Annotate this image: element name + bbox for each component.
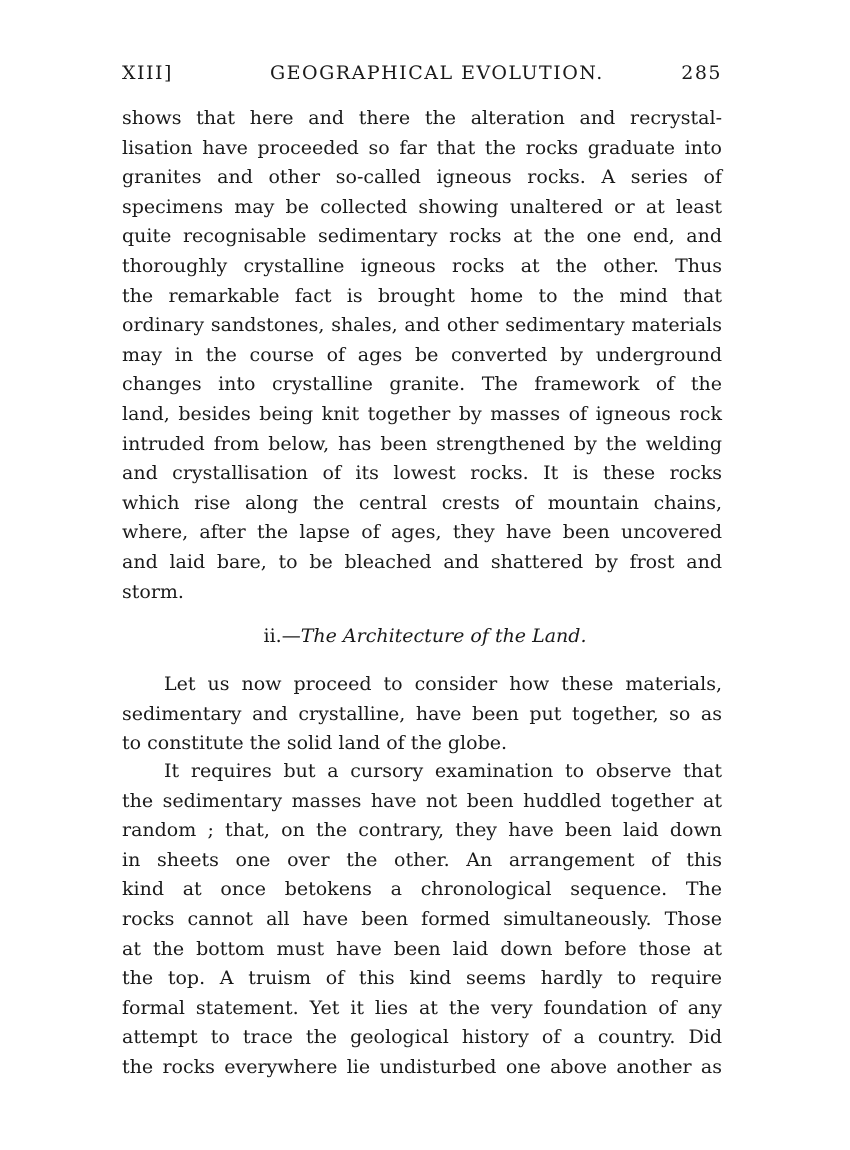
- text-line: Let us now proceed to consider how these materials,: [164, 673, 722, 695]
- paragraph-3: [122, 757, 722, 1083]
- section-title: The Architecture of the Land.: [300, 625, 587, 647]
- text-line: thoroughly crystalline igneous rocks at the other. Thus: [122, 254, 722, 277]
- text-line: at the bottom must have been laid down before those at: [122, 937, 722, 960]
- text-line: where, after the lapse of ages, they have been uncovered: [122, 521, 722, 544]
- page-number: 285: [681, 62, 722, 84]
- text-line: ordinary sandstones, shales, and other sedimentary materials: [122, 314, 722, 337]
- text-line: may in the course of ages be converted by underground: [122, 343, 722, 366]
- section-number: ii.—: [263, 625, 301, 647]
- chapter-number: XIII]: [122, 62, 173, 84]
- text-line: to constitute the solid land of the globe.: [122, 732, 508, 755]
- paragraph-2: [122, 670, 722, 759]
- text-line: random ; that, on the contrary, they have been laid down: [122, 819, 722, 842]
- text-line: formal statement. Yet it lies at the very foundation of any: [122, 996, 722, 1019]
- text-line: kind at once betokens a chronological sequence. The: [122, 878, 722, 901]
- text-line: lisation have proceeded so far that the rocks graduate into: [122, 136, 722, 159]
- text-line: sedimentary and crystalline, have been put together, so as: [122, 702, 722, 725]
- text-line: land, besides being knit together by masses of igneous rock: [122, 402, 722, 425]
- text-line: and crystallisation of its lowest rocks. It is these rocks: [122, 462, 722, 485]
- text-line: the sedimentary masses have not been huddled together at: [122, 789, 722, 812]
- text-line: and laid bare, to be bleached and shattered by frost and: [122, 550, 722, 573]
- text-line: which rise along the central crests of mountain chains,: [122, 491, 722, 514]
- text-line: the top. A truism of this kind seems hardly to require: [122, 967, 722, 990]
- text-line: the remarkable fact is brought home to the mind that: [122, 284, 722, 307]
- text-line: intruded from below, has been strengthened by the welding: [122, 432, 722, 455]
- section-heading: [0, 622, 850, 650]
- text-line: specimens may be collected showing unaltered or at least: [122, 195, 722, 218]
- text-line: It requires but a cursory examination to observe that: [164, 760, 722, 782]
- text-line: rocks cannot all have been formed simultaneously. Those: [122, 907, 722, 930]
- paragraph-1: [122, 104, 722, 607]
- text-line: attempt to trace the geological history of a country. Did: [122, 1026, 722, 1049]
- text-line: the rocks everywhere lie undisturbed one above another as: [122, 1055, 722, 1078]
- text-line: storm.: [122, 580, 184, 603]
- text-line: in sheets one over the other. An arrangement of this: [122, 848, 722, 871]
- text-line: shows that here and there the alteration and recrystal-: [122, 107, 722, 129]
- text-line: granites and other so-called igneous rocks. A series of: [122, 166, 722, 189]
- running-title: GEOGRAPHICAL EVOLUTION.: [270, 62, 604, 84]
- text-line: changes into crystalline granite. The framework of the: [122, 373, 722, 396]
- text-line: quite recognisable sedimentary rocks at the one end, and: [122, 225, 722, 248]
- running-head: [122, 62, 722, 92]
